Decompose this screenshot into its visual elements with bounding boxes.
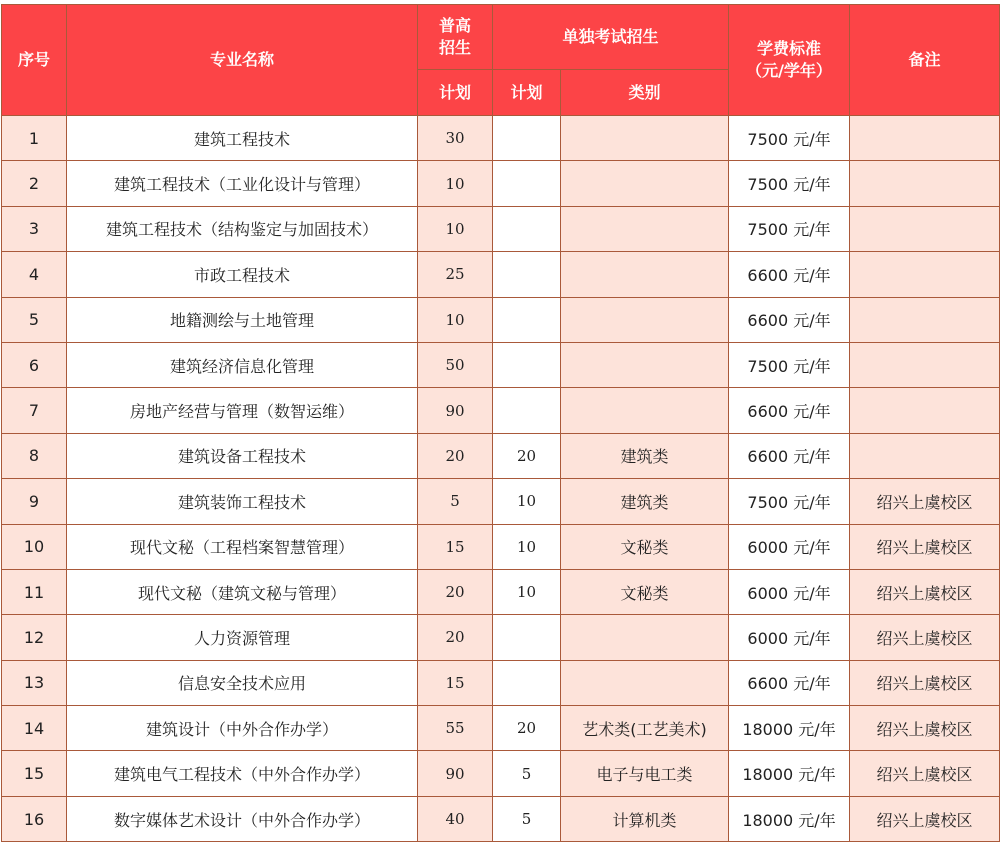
- cell-general-plan: 15: [418, 660, 493, 705]
- cell-general-plan: 10: [418, 161, 493, 206]
- cell-tuition: 6600 元/年: [729, 252, 850, 297]
- header-tuition-line1: 学费标准: [757, 39, 822, 58]
- header-seq: 序号: [2, 5, 67, 116]
- cell-seq: 2: [2, 161, 67, 206]
- cell-major: 现代文秘（工程档案智慧管理）: [67, 524, 418, 569]
- cell-major: 现代文秘（建筑文秘与管理）: [67, 569, 418, 614]
- cell-general-plan: 30: [418, 116, 493, 161]
- cell-separate-plan: [493, 206, 561, 251]
- cell-separate-plan: 5: [493, 796, 561, 841]
- cell-remarks: [850, 252, 1000, 297]
- table-header: [2, 5, 1000, 116]
- cell-remarks: 绍兴上虞校区: [850, 569, 1000, 614]
- cell-tuition: 6600 元/年: [729, 433, 850, 478]
- cell-general-plan: 10: [418, 297, 493, 342]
- cell-seq: 4: [2, 252, 67, 297]
- cell-seq: 16: [2, 796, 67, 841]
- cell-seq: 12: [2, 615, 67, 660]
- cell-remarks: 绍兴上虞校区: [850, 524, 1000, 569]
- cell-category: [561, 116, 729, 161]
- cell-major: 建筑设计（中外合作办学）: [67, 706, 418, 751]
- cell-seq: 10: [2, 524, 67, 569]
- cell-separate-plan: [493, 342, 561, 387]
- cell-remarks: [850, 297, 1000, 342]
- cell-tuition: 7500 元/年: [729, 206, 850, 251]
- cell-major: 建筑电气工程技术（中外合作办学）: [67, 751, 418, 796]
- table-row: [2, 479, 1000, 524]
- cell-remarks: 绍兴上虞校区: [850, 751, 1000, 796]
- table-row: [2, 206, 1000, 251]
- cell-category: [561, 206, 729, 251]
- table-body: [2, 116, 1000, 842]
- cell-remarks: [850, 388, 1000, 433]
- cell-category: 文秘类: [561, 569, 729, 614]
- cell-category: [561, 297, 729, 342]
- cell-remarks: 绍兴上虞校区: [850, 706, 1000, 751]
- cell-remarks: [850, 342, 1000, 387]
- cell-general-plan: 20: [418, 615, 493, 660]
- cell-major: 人力资源管理: [67, 615, 418, 660]
- cell-seq: 1: [2, 116, 67, 161]
- cell-general-plan: 90: [418, 388, 493, 433]
- cell-general-plan: 90: [418, 751, 493, 796]
- cell-general-plan: 40: [418, 796, 493, 841]
- cell-category: 建筑类: [561, 479, 729, 524]
- cell-tuition: 18000 元/年: [729, 706, 850, 751]
- cell-remarks: [850, 116, 1000, 161]
- cell-remarks: 绍兴上虞校区: [850, 796, 1000, 841]
- cell-general-plan: 20: [418, 569, 493, 614]
- cell-category: 文秘类: [561, 524, 729, 569]
- cell-major: 建筑工程技术（工业化设计与管理）: [67, 161, 418, 206]
- table-row: [2, 706, 1000, 751]
- cell-seq: 6: [2, 342, 67, 387]
- table-row: [2, 342, 1000, 387]
- cell-tuition: 6000 元/年: [729, 524, 850, 569]
- cell-seq: 3: [2, 206, 67, 251]
- cell-category: [561, 660, 729, 705]
- cell-remarks: [850, 206, 1000, 251]
- cell-category: [561, 252, 729, 297]
- cell-tuition: 7500 元/年: [729, 161, 850, 206]
- cell-tuition: 7500 元/年: [729, 342, 850, 387]
- cell-seq: 14: [2, 706, 67, 751]
- table-row: [2, 660, 1000, 705]
- table-row: [2, 116, 1000, 161]
- cell-general-plan: 15: [418, 524, 493, 569]
- header-general-plan: 计划: [418, 70, 493, 116]
- cell-general-plan: 5: [418, 479, 493, 524]
- cell-tuition: 18000 元/年: [729, 751, 850, 796]
- cell-tuition: 18000 元/年: [729, 796, 850, 841]
- cell-tuition: 6000 元/年: [729, 615, 850, 660]
- table-row: [2, 388, 1000, 433]
- cell-seq: 8: [2, 433, 67, 478]
- table-row: [2, 161, 1000, 206]
- cell-seq: 15: [2, 751, 67, 796]
- cell-separate-plan: 10: [493, 479, 561, 524]
- cell-major: 地籍测绘与土地管理: [67, 297, 418, 342]
- cell-separate-plan: [493, 116, 561, 161]
- cell-separate-plan: [493, 161, 561, 206]
- cell-major: 市政工程技术: [67, 252, 418, 297]
- header-tuition: [729, 5, 850, 116]
- cell-separate-plan: 20: [493, 706, 561, 751]
- cell-tuition: 6600 元/年: [729, 660, 850, 705]
- cell-remarks: 绍兴上虞校区: [850, 660, 1000, 705]
- cell-seq: 13: [2, 660, 67, 705]
- cell-tuition: 7500 元/年: [729, 116, 850, 161]
- cell-separate-plan: [493, 388, 561, 433]
- header-general-text: 普高招生: [438, 16, 471, 57]
- cell-tuition: 6600 元/年: [729, 297, 850, 342]
- cell-separate-plan: [493, 252, 561, 297]
- cell-general-plan: 20: [418, 433, 493, 478]
- table-row: [2, 524, 1000, 569]
- cell-seq: 7: [2, 388, 67, 433]
- cell-general-plan: 10: [418, 206, 493, 251]
- cell-separate-plan: 10: [493, 569, 561, 614]
- cell-category: 电子与电工类: [561, 751, 729, 796]
- cell-seq: 9: [2, 479, 67, 524]
- table-row: [2, 297, 1000, 342]
- cell-remarks: 绍兴上虞校区: [850, 479, 1000, 524]
- cell-general-plan: 50: [418, 342, 493, 387]
- table-row: [2, 615, 1000, 660]
- cell-category: 计算机类: [561, 796, 729, 841]
- header-remarks: 备注: [850, 5, 1000, 116]
- cell-general-plan: 55: [418, 706, 493, 751]
- cell-separate-plan: [493, 615, 561, 660]
- cell-remarks: [850, 433, 1000, 478]
- cell-category: [561, 161, 729, 206]
- cell-separate-plan: 20: [493, 433, 561, 478]
- cell-seq: 11: [2, 569, 67, 614]
- cell-category: 艺术类(工艺美术): [561, 706, 729, 751]
- enrollment-table: [1, 4, 1000, 842]
- table-row: [2, 252, 1000, 297]
- cell-tuition: 6600 元/年: [729, 388, 850, 433]
- cell-separate-plan: [493, 660, 561, 705]
- cell-separate-plan: 10: [493, 524, 561, 569]
- cell-major: 建筑工程技术（结构鉴定与加固技术）: [67, 206, 418, 251]
- header-category: 类别: [561, 70, 729, 116]
- cell-major: 建筑设备工程技术: [67, 433, 418, 478]
- cell-major: 数字媒体艺术设计（中外合作办学）: [67, 796, 418, 841]
- cell-major: 房地产经营与管理（数智运维）: [67, 388, 418, 433]
- cell-major: 建筑装饰工程技术: [67, 479, 418, 524]
- header-tuition-line2: （元/学年）: [746, 61, 832, 80]
- table-row: [2, 433, 1000, 478]
- cell-remarks: [850, 161, 1000, 206]
- table-row: [2, 569, 1000, 614]
- cell-general-plan: 25: [418, 252, 493, 297]
- cell-major: 建筑经济信息化管理: [67, 342, 418, 387]
- cell-category: 建筑类: [561, 433, 729, 478]
- table-row: [2, 751, 1000, 796]
- cell-category: [561, 388, 729, 433]
- cell-major: 建筑工程技术: [67, 116, 418, 161]
- cell-separate-plan: 5: [493, 751, 561, 796]
- cell-seq: 5: [2, 297, 67, 342]
- cell-category: [561, 342, 729, 387]
- cell-remarks: 绍兴上虞校区: [850, 615, 1000, 660]
- table-row: [2, 796, 1000, 841]
- header-separate: 单独考试招生: [493, 5, 729, 70]
- header-major: 专业名称: [67, 5, 418, 116]
- cell-tuition: 6000 元/年: [729, 569, 850, 614]
- cell-tuition: 7500 元/年: [729, 479, 850, 524]
- cell-major: 信息安全技术应用: [67, 660, 418, 705]
- cell-separate-plan: [493, 297, 561, 342]
- header-separate-plan: 计划: [493, 70, 561, 116]
- header-general: [418, 5, 493, 70]
- cell-category: [561, 615, 729, 660]
